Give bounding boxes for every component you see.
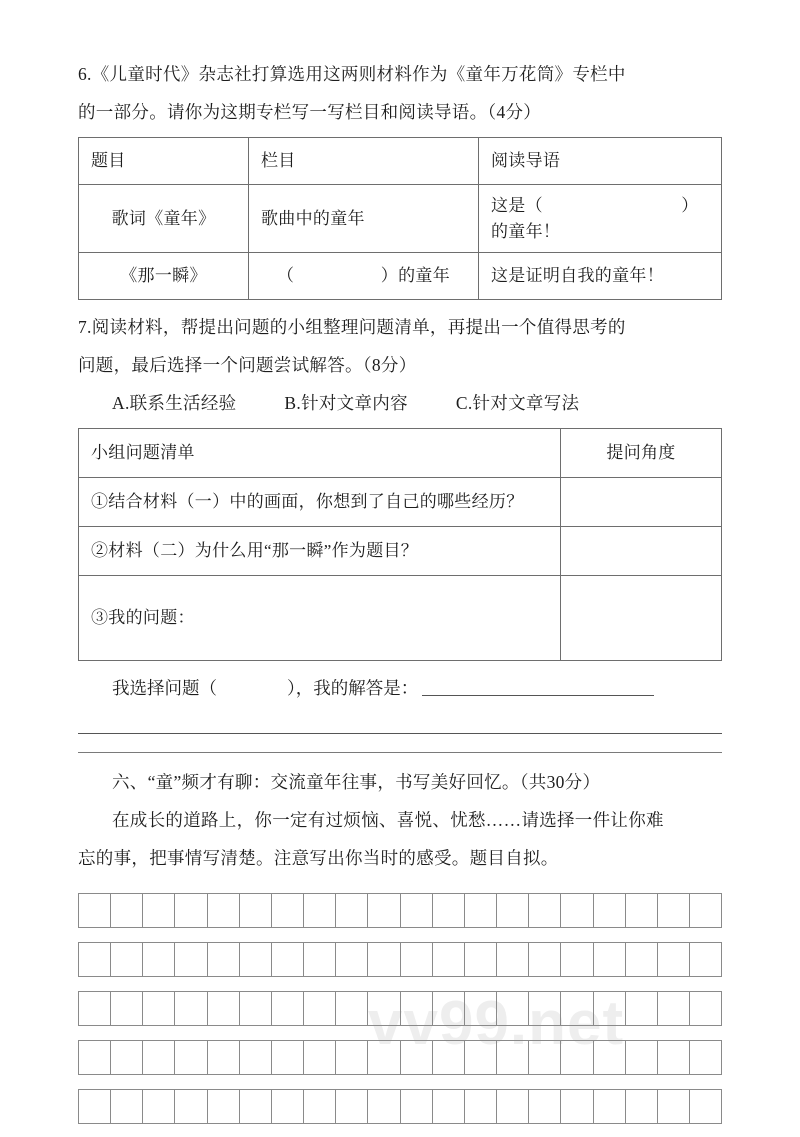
writing-grid-cell[interactable] [432,1089,464,1124]
question-6-line-1: 6.《儿童时代》杂志社打算选用这两则材料作为《童年万花筒》专栏中 [78,64,626,84]
writing-grid-cell[interactable] [174,942,206,977]
writing-grid-cell[interactable] [432,991,464,1026]
writing-grid-cell[interactable] [625,942,657,977]
question-7-table [78,428,722,661]
writing-grid[interactable] [78,893,722,1124]
table-cell-answer[interactable] [561,527,722,576]
table-cell: ①结合材料（一）中的画面，你想到了自己的哪些经历？ [79,478,561,527]
answer-prompt-label: 我选择问题（ ），我的解答是： [112,678,419,698]
answer-blank-line-1[interactable] [422,678,654,696]
writing-grid-cell[interactable] [239,1040,271,1075]
answer-blank-line-2[interactable] [78,733,722,734]
writing-grid-cell[interactable] [239,991,271,1026]
writing-grid-cell[interactable] [142,893,174,928]
table-header-cell: 题目 [79,138,249,185]
writing-grid-row[interactable] [78,942,722,977]
writing-grid-cell[interactable] [528,991,560,1026]
table-cell-answer[interactable]: ③我的问题： [79,576,561,661]
writing-grid-cell[interactable] [239,1089,271,1124]
writing-grid-cell[interactable] [528,893,560,928]
writing-grid-cell[interactable] [496,1040,528,1075]
writing-grid-cell[interactable] [689,1040,722,1075]
writing-grid-cell[interactable] [657,893,689,928]
section-6-prompt-line-1: 在成长的道路上，你一定有过烦恼、喜悦、忧愁……请选择一件让你难 [112,810,664,830]
writing-grid-cell[interactable] [239,942,271,977]
writing-grid-cell[interactable] [78,1089,110,1124]
writing-grid-cell[interactable] [174,893,206,928]
writing-grid-cell[interactable] [367,1089,399,1124]
table-row [79,138,722,185]
writing-grid-cell[interactable] [271,1040,303,1075]
writing-grid-cell[interactable] [142,942,174,977]
writing-grid-cell[interactable] [464,893,496,928]
table-cell-answer[interactable] [561,576,722,661]
table-row [79,527,722,576]
writing-grid-cell[interactable] [367,1040,399,1075]
writing-grid-cell[interactable] [142,1089,174,1124]
table-cell: 《那一瞬》 [79,253,249,300]
writing-grid-cell[interactable] [207,991,239,1026]
writing-grid-cell[interactable] [689,893,722,928]
writing-grid-cell[interactable] [335,1089,367,1124]
option-b[interactable]: B.针对文章内容 [284,393,408,413]
writing-grid-cell[interactable] [367,942,399,977]
writing-grid-cell[interactable] [367,991,399,1026]
writing-grid-cell[interactable] [560,991,592,1026]
writing-grid-cell[interactable] [207,893,239,928]
writing-grid-cell[interactable] [432,942,464,977]
writing-grid-cell[interactable] [367,893,399,928]
writing-grid-cell[interactable] [174,1089,206,1124]
writing-grid-cell[interactable] [625,991,657,1026]
writing-grid-cell[interactable] [78,991,110,1026]
writing-grid-gap [78,1026,722,1040]
table-header-cell: 栏目 [249,138,479,185]
option-a[interactable]: A.联系生活经验 [112,393,237,413]
question-7-line-1: 7.阅读材料，帮提出问题的小组整理问题清单，再提出一个值得思考的 [78,317,626,337]
writing-grid-cell[interactable] [496,991,528,1026]
writing-grid-cell[interactable] [496,893,528,928]
writing-grid-cell[interactable] [689,991,722,1026]
writing-grid-cell[interactable] [207,1040,239,1075]
writing-grid-cell[interactable] [400,1040,432,1075]
writing-grid-cell[interactable] [625,893,657,928]
table-cell: 歌曲中的童年 [249,185,479,253]
writing-grid-cell[interactable] [303,1040,335,1075]
question-7-answer-row [78,669,722,707]
writing-grid-cell[interactable] [110,893,142,928]
writing-grid-cell[interactable] [528,1040,560,1075]
section-divider [78,752,722,753]
writing-grid-cell[interactable] [271,893,303,928]
question-6 [78,0,722,300]
writing-grid-cell[interactable] [593,893,625,928]
writing-grid-cell[interactable] [400,893,432,928]
writing-grid-cell[interactable] [464,1040,496,1075]
writing-grid-cell[interactable] [239,893,271,928]
watermark: vv99.net [368,989,625,1058]
section-6-prompt-line-2: 忘的事，把事情写清楚。注意写出你当时的感受。题目自拟。 [78,848,559,868]
writing-grid-cell[interactable] [174,991,206,1026]
table-cell-answer[interactable]: （ ）的童年 [249,253,479,300]
writing-grid-cell[interactable] [689,942,722,977]
writing-grid-cell[interactable] [303,893,335,928]
writing-grid-cell[interactable] [142,991,174,1026]
writing-grid-cell[interactable] [271,991,303,1026]
writing-grid-cell[interactable] [432,1040,464,1075]
writing-grid-cell[interactable] [560,942,592,977]
writing-grid-cell[interactable] [400,1089,432,1124]
writing-grid-cell[interactable] [110,1089,142,1124]
section-6 [78,763,722,1124]
writing-grid-cell[interactable] [464,942,496,977]
question-7-line-2: 问题，最后选择一个问题尝试解答。（8分） [78,355,417,375]
writing-grid-cell[interactable] [78,1040,110,1075]
writing-grid-cell[interactable] [689,1089,722,1124]
table-header-cell: 阅读导语 [479,138,722,185]
writing-grid-cell[interactable] [303,942,335,977]
writing-grid-cell[interactable] [560,1040,592,1075]
writing-grid-cell[interactable] [335,991,367,1026]
writing-grid-cell[interactable] [271,942,303,977]
writing-grid-cell[interactable] [496,942,528,977]
writing-grid-cell[interactable] [78,893,110,928]
writing-grid-cell[interactable] [78,942,110,977]
writing-grid-cell[interactable] [593,942,625,977]
writing-grid-row[interactable] [78,893,722,928]
writing-grid-cell[interactable] [207,1089,239,1124]
table-cell: ②材料（二）为什么用“那一瞬”作为题目？ [79,527,561,576]
writing-grid-cell[interactable] [400,991,432,1026]
writing-grid-cell[interactable] [303,1089,335,1124]
table-header-cell: 小组问题清单 [79,429,561,478]
writing-grid-cell[interactable] [560,1089,592,1124]
table-row [79,185,722,253]
writing-grid-cell[interactable] [110,1040,142,1075]
writing-grid-gap [78,928,722,942]
writing-grid-gap [78,1075,722,1089]
writing-grid-cell[interactable] [110,942,142,977]
table-header-cell: 提问角度 [561,429,722,478]
writing-grid-cell[interactable] [593,1040,625,1075]
question-7 [78,308,722,734]
writing-grid-cell[interactable] [142,1040,174,1075]
writing-grid-cell[interactable] [464,991,496,1026]
section-6-heading: 六、“童”频才有聊：交流童年往事，书写美好回忆。（共30分） [112,772,601,792]
writing-grid-cell[interactable] [335,893,367,928]
table-cell-answer[interactable]: 这是（ ）的童年！ [479,185,722,253]
question-7-options [78,384,722,422]
writing-grid-cell[interactable] [657,991,689,1026]
table-cell: 歌词《童年》 [79,185,249,253]
table-row [79,429,722,478]
writing-grid-row[interactable] [78,1040,722,1075]
question-6-line-2: 的一部分。请你为这期专栏写一写栏目和阅读导语。（4分） [78,102,542,122]
writing-grid-cell[interactable] [625,1040,657,1075]
table-row [79,253,722,300]
writing-grid-cell[interactable] [593,991,625,1026]
writing-grid-cell[interactable] [657,1089,689,1124]
writing-grid-cell[interactable] [271,1089,303,1124]
writing-grid-cell[interactable] [593,1089,625,1124]
table-cell: 这是证明自我的童年！ [479,253,722,300]
writing-grid-cell[interactable] [625,1089,657,1124]
writing-grid-cell[interactable] [657,942,689,977]
writing-grid-cell[interactable] [110,991,142,1026]
table-row [79,576,722,661]
writing-grid-row[interactable] [78,1089,722,1124]
table-cell-answer[interactable] [561,478,722,527]
writing-grid-cell[interactable] [400,942,432,977]
writing-grid-cell[interactable] [657,1040,689,1075]
question-6-table [78,137,722,300]
writing-grid-cell[interactable] [560,893,592,928]
writing-grid-cell[interactable] [207,942,239,977]
option-c[interactable]: C.针对文章写法 [455,393,580,413]
writing-grid-cell[interactable] [528,1089,560,1124]
writing-grid-cell[interactable] [174,1040,206,1075]
writing-grid-cell[interactable] [335,1040,367,1075]
table-row [79,478,722,527]
writing-grid-cell[interactable] [496,1089,528,1124]
writing-grid-row[interactable] [78,991,722,1026]
writing-grid-gap [78,977,722,991]
writing-grid-cell[interactable] [464,1089,496,1124]
writing-grid-cell[interactable] [528,942,560,977]
writing-grid-cell[interactable] [303,991,335,1026]
writing-grid-cell[interactable] [432,893,464,928]
writing-grid-cell[interactable] [335,942,367,977]
